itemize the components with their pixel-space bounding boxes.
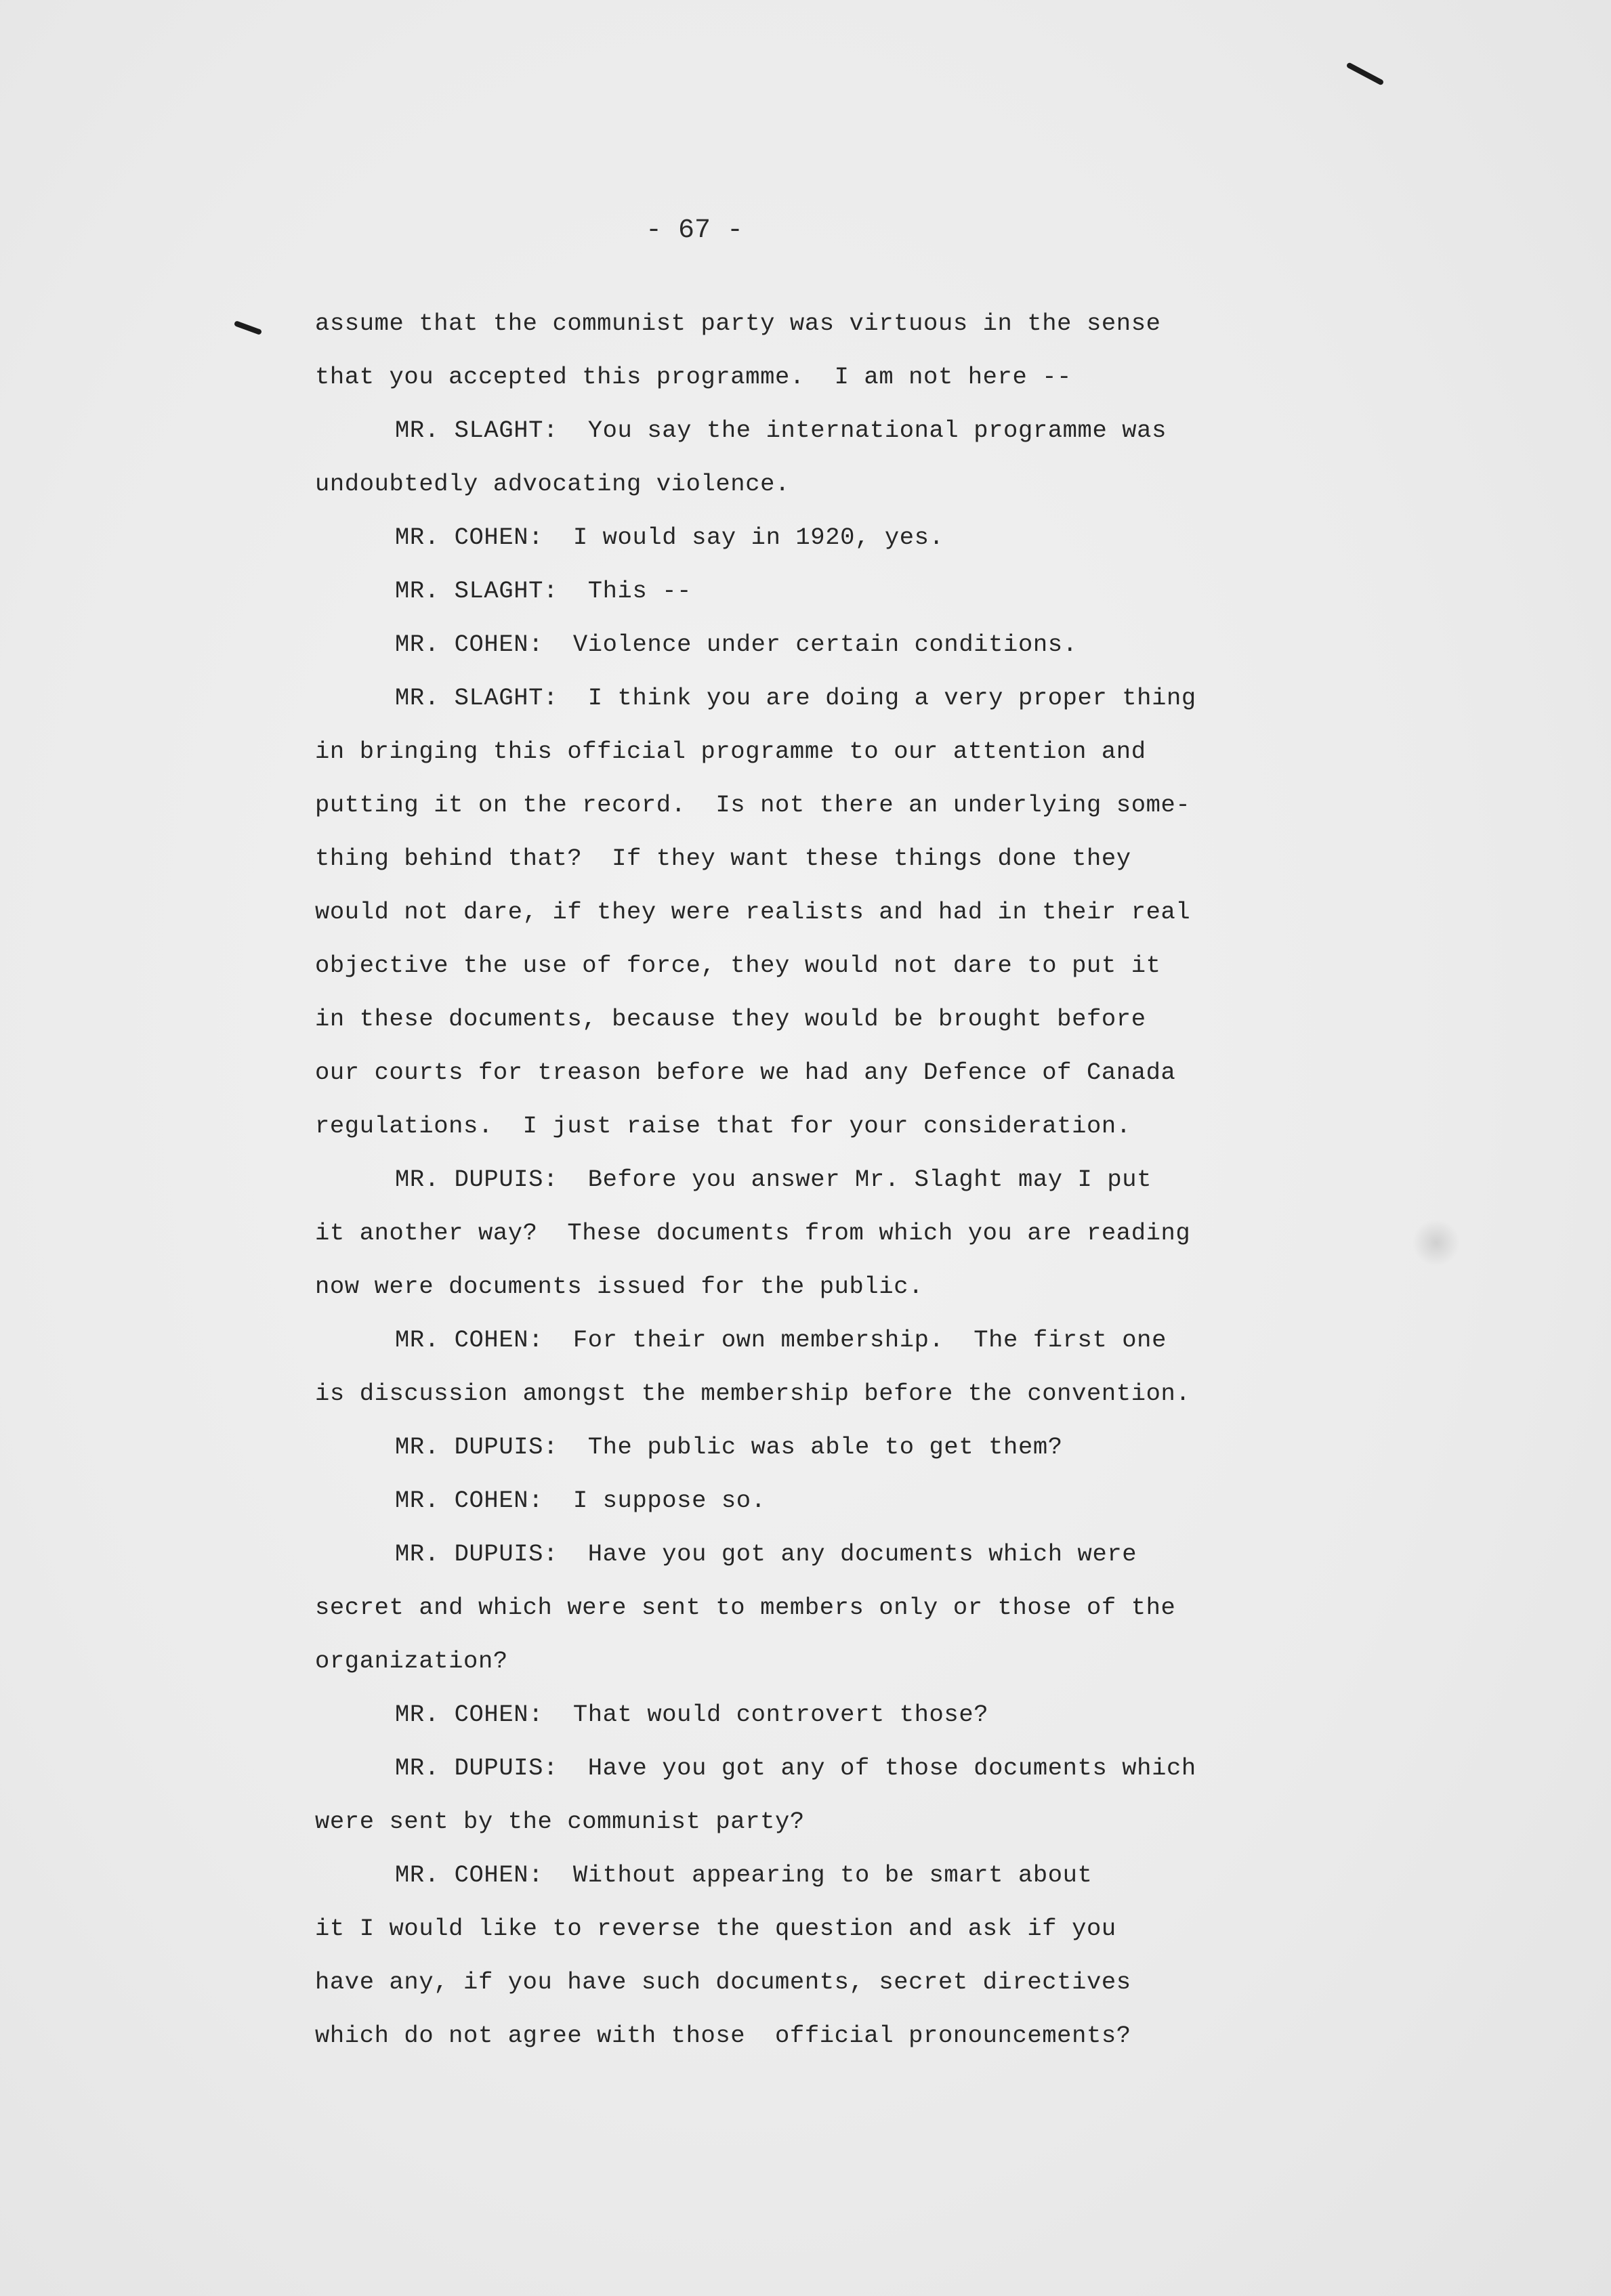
- transcript-line: MR. SLAGHT: This --: [395, 577, 692, 605]
- transcript-line: now were documents issued for the public.: [315, 1273, 924, 1300]
- transcript-line: organization?: [315, 1647, 508, 1675]
- transcript-line: regulations. I just raise that for your consideration.: [315, 1112, 1131, 1140]
- transcript-line: MR. SLAGHT: You say the international programme was: [395, 417, 1167, 444]
- transcript-line: objective the use of force, they would not dare to put it: [315, 952, 1161, 979]
- transcript-line: that you accepted this programme. I am not here --: [315, 363, 1072, 391]
- transcript-line: it another way? These documents from which you are reading: [315, 1219, 1191, 1247]
- transcript-line: which do not agree with those official pronouncements?: [315, 2022, 1131, 2049]
- ink-mark: [234, 320, 262, 335]
- transcript-line: MR. COHEN: That would controvert those?: [395, 1701, 989, 1728]
- transcript-line: MR. DUPUIS: Have you got any documents which were: [395, 1540, 1137, 1568]
- transcript-line: our courts for treason before we had any Defence of Canada: [315, 1059, 1176, 1086]
- ink-mark: [1346, 62, 1385, 85]
- transcript-line: would not dare, if they were realists and had in their real: [315, 898, 1191, 926]
- paper-smudge: [1413, 1219, 1460, 1267]
- transcript-body: [315, 297, 1277, 2062]
- transcript-line: were sent by the communist party?: [315, 1808, 805, 1835]
- transcript-line: putting it on the record. Is not there an underlying some-: [315, 791, 1191, 819]
- transcript-line: MR. SLAGHT: I think you are doing a very proper thing: [395, 684, 1196, 712]
- page-number: - 67 -: [645, 215, 744, 246]
- transcript-line: MR. COHEN: Violence under certain conditions.: [395, 631, 1078, 658]
- transcript-line: in bringing this official programme to our attention and: [315, 738, 1146, 765]
- transcript-line: undoubtedly advocating violence.: [315, 470, 790, 498]
- transcript-line: MR. DUPUIS: Have you got any of those documents which: [395, 1754, 1196, 1782]
- transcript-line: assume that the communist party was virtuous in the sense: [315, 310, 1161, 337]
- transcript-line: thing behind that? If they want these things done they: [315, 845, 1131, 872]
- transcript-line: MR. COHEN: I suppose so.: [395, 1487, 766, 1514]
- transcript-line: is discussion amongst the membership before the convention.: [315, 1380, 1191, 1407]
- transcript-line: MR. DUPUIS: Before you answer Mr. Slaght may I put: [395, 1166, 1152, 1193]
- transcript-line: in these documents, because they would be brought before: [315, 1005, 1146, 1033]
- transcript-line: it I would like to reverse the question and ask if you: [315, 1915, 1116, 1942]
- transcript-line: MR. COHEN: For their own membership. The first one: [395, 1326, 1167, 1354]
- transcript-line: MR. DUPUIS: The public was able to get them?: [395, 1433, 1063, 1461]
- transcript-line: secret and which were sent to members only or those of the: [315, 1594, 1176, 1621]
- transcript-line: have any, if you have such documents, secret directives: [315, 1968, 1131, 1996]
- transcript-line: MR. COHEN: Without appearing to be smart about: [395, 1861, 1093, 1889]
- transcript-line: MR. COHEN: I would say in 1920, yes.: [395, 524, 944, 551]
